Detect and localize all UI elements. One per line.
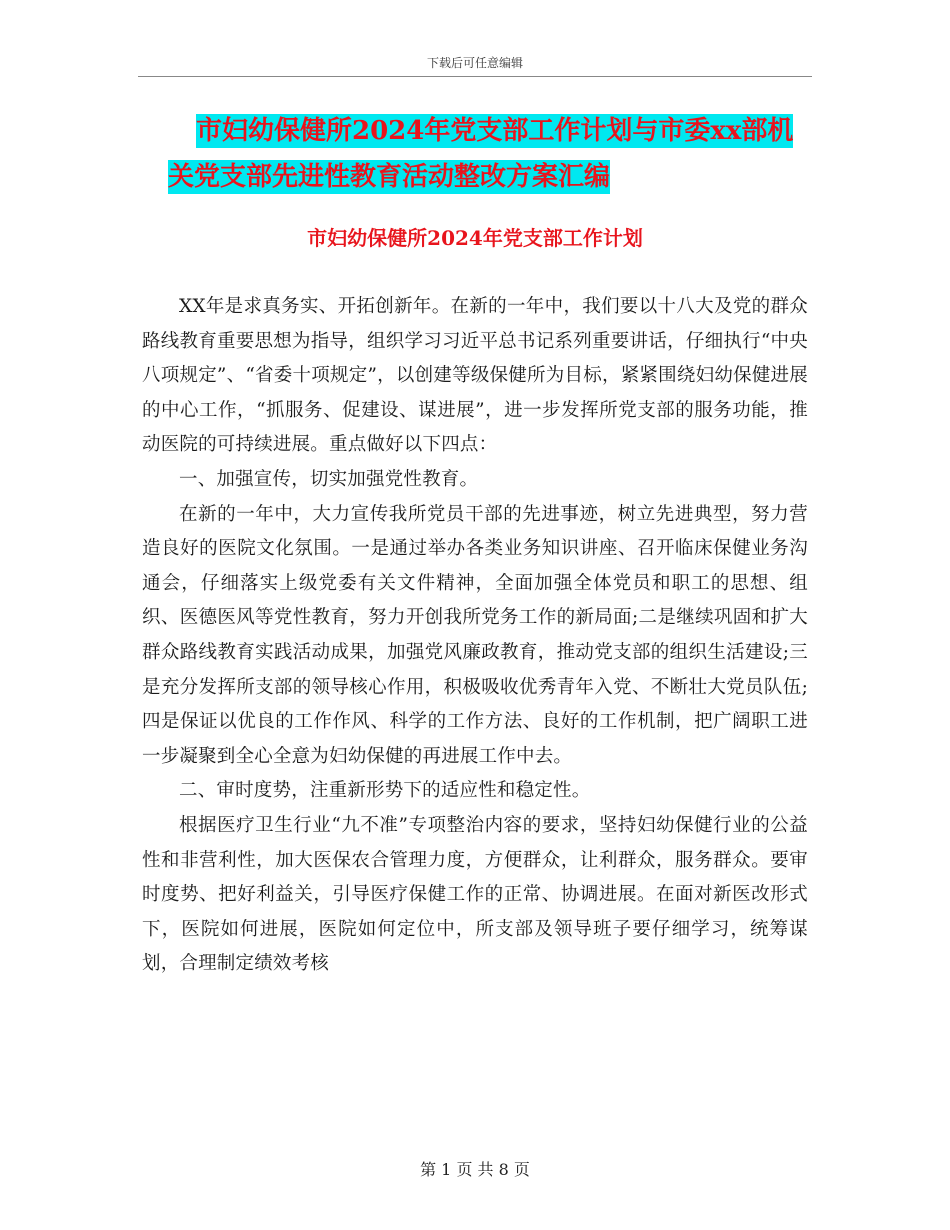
- header-divider: [138, 76, 812, 77]
- document-title: [140, 108, 810, 200]
- heading-item-2: 二、审时度势，注重新形势下的适应性和稳定性。: [179, 780, 591, 802]
- page-number: 第 1 页 共 8 页: [420, 1160, 530, 1179]
- title-line-2: [140, 154, 810, 200]
- document-body: [142, 290, 808, 982]
- title-line-2-text: 关党支部先进性教育活动整改方案汇编: [168, 162, 611, 192]
- paragraph-item-2: 根据医疗卫生行业“九不准”专项整治内容的要求，坚持妇幼保健行业的公益性和非营利性，加大医保农合管理力度，方便群众，让利群众，服务群众。要审时度势、把好利益关，引导医疗保健工作的正常、协调进展。在面对新医改形式下，医院如何进展，医院如何定位中，所支部及领导班子要仔细学习，统筹谋划，合理制定绩效考核: [142, 814, 808, 975]
- title-line-1: [140, 108, 810, 154]
- paragraph-intro: XX年是求真务实、开拓创新年。在新的一年中，我们要以十八大及党的群众路线教育重要思想为指导，组织学习习近平总书记系列重要讲话，仔细执行“中央八项规定”、“省委十项规定”，以创建等级保健所为目标，紧紧围绕妇幼保健进展的中心工作，“抓服务、促建设、谋进展”，进一步发挥所党支部的服务功能，推动医院的可持续进展。重点做好以下四点：: [142, 296, 808, 456]
- header-note: 下载后可任意编辑: [426, 56, 523, 70]
- paragraph-item-1: 在新的一年中，大力宣传我所党员干部的先进事迹，树立先进典型，努力营造良好的医院文化氛围。一是通过举办各类业务知识讲座、召开临床保健业务沟通会，仔细落实上级党委有关文件精神，全面加强全体党员和职工的思想、组织、医德医风等党性教育，努力开创我所党务工作的新局面;二是继续巩固和扩大群众路线教育实践活动成果，加强党风廉政教育，推动党支部的组织生活建设;三是充分发挥所支部的领导核心作用，积极吸收优秀青年入党、不断壮大党员队伍;四是保证以优良的工作作风、科学的工作方法、良好的工作机制，把广阔职工进一步凝聚到全心全意为妇幼保健的再进展工作中去。: [142, 503, 808, 767]
- section-title: 市妇幼保健所2024年党支部工作计划: [307, 226, 643, 250]
- heading-item-1: 一、加强宣传，切实加强党性教育。: [179, 468, 479, 490]
- title-line-1-text: 市妇幼保健所2024年党支部工作计划与市委xx部机: [196, 116, 794, 146]
